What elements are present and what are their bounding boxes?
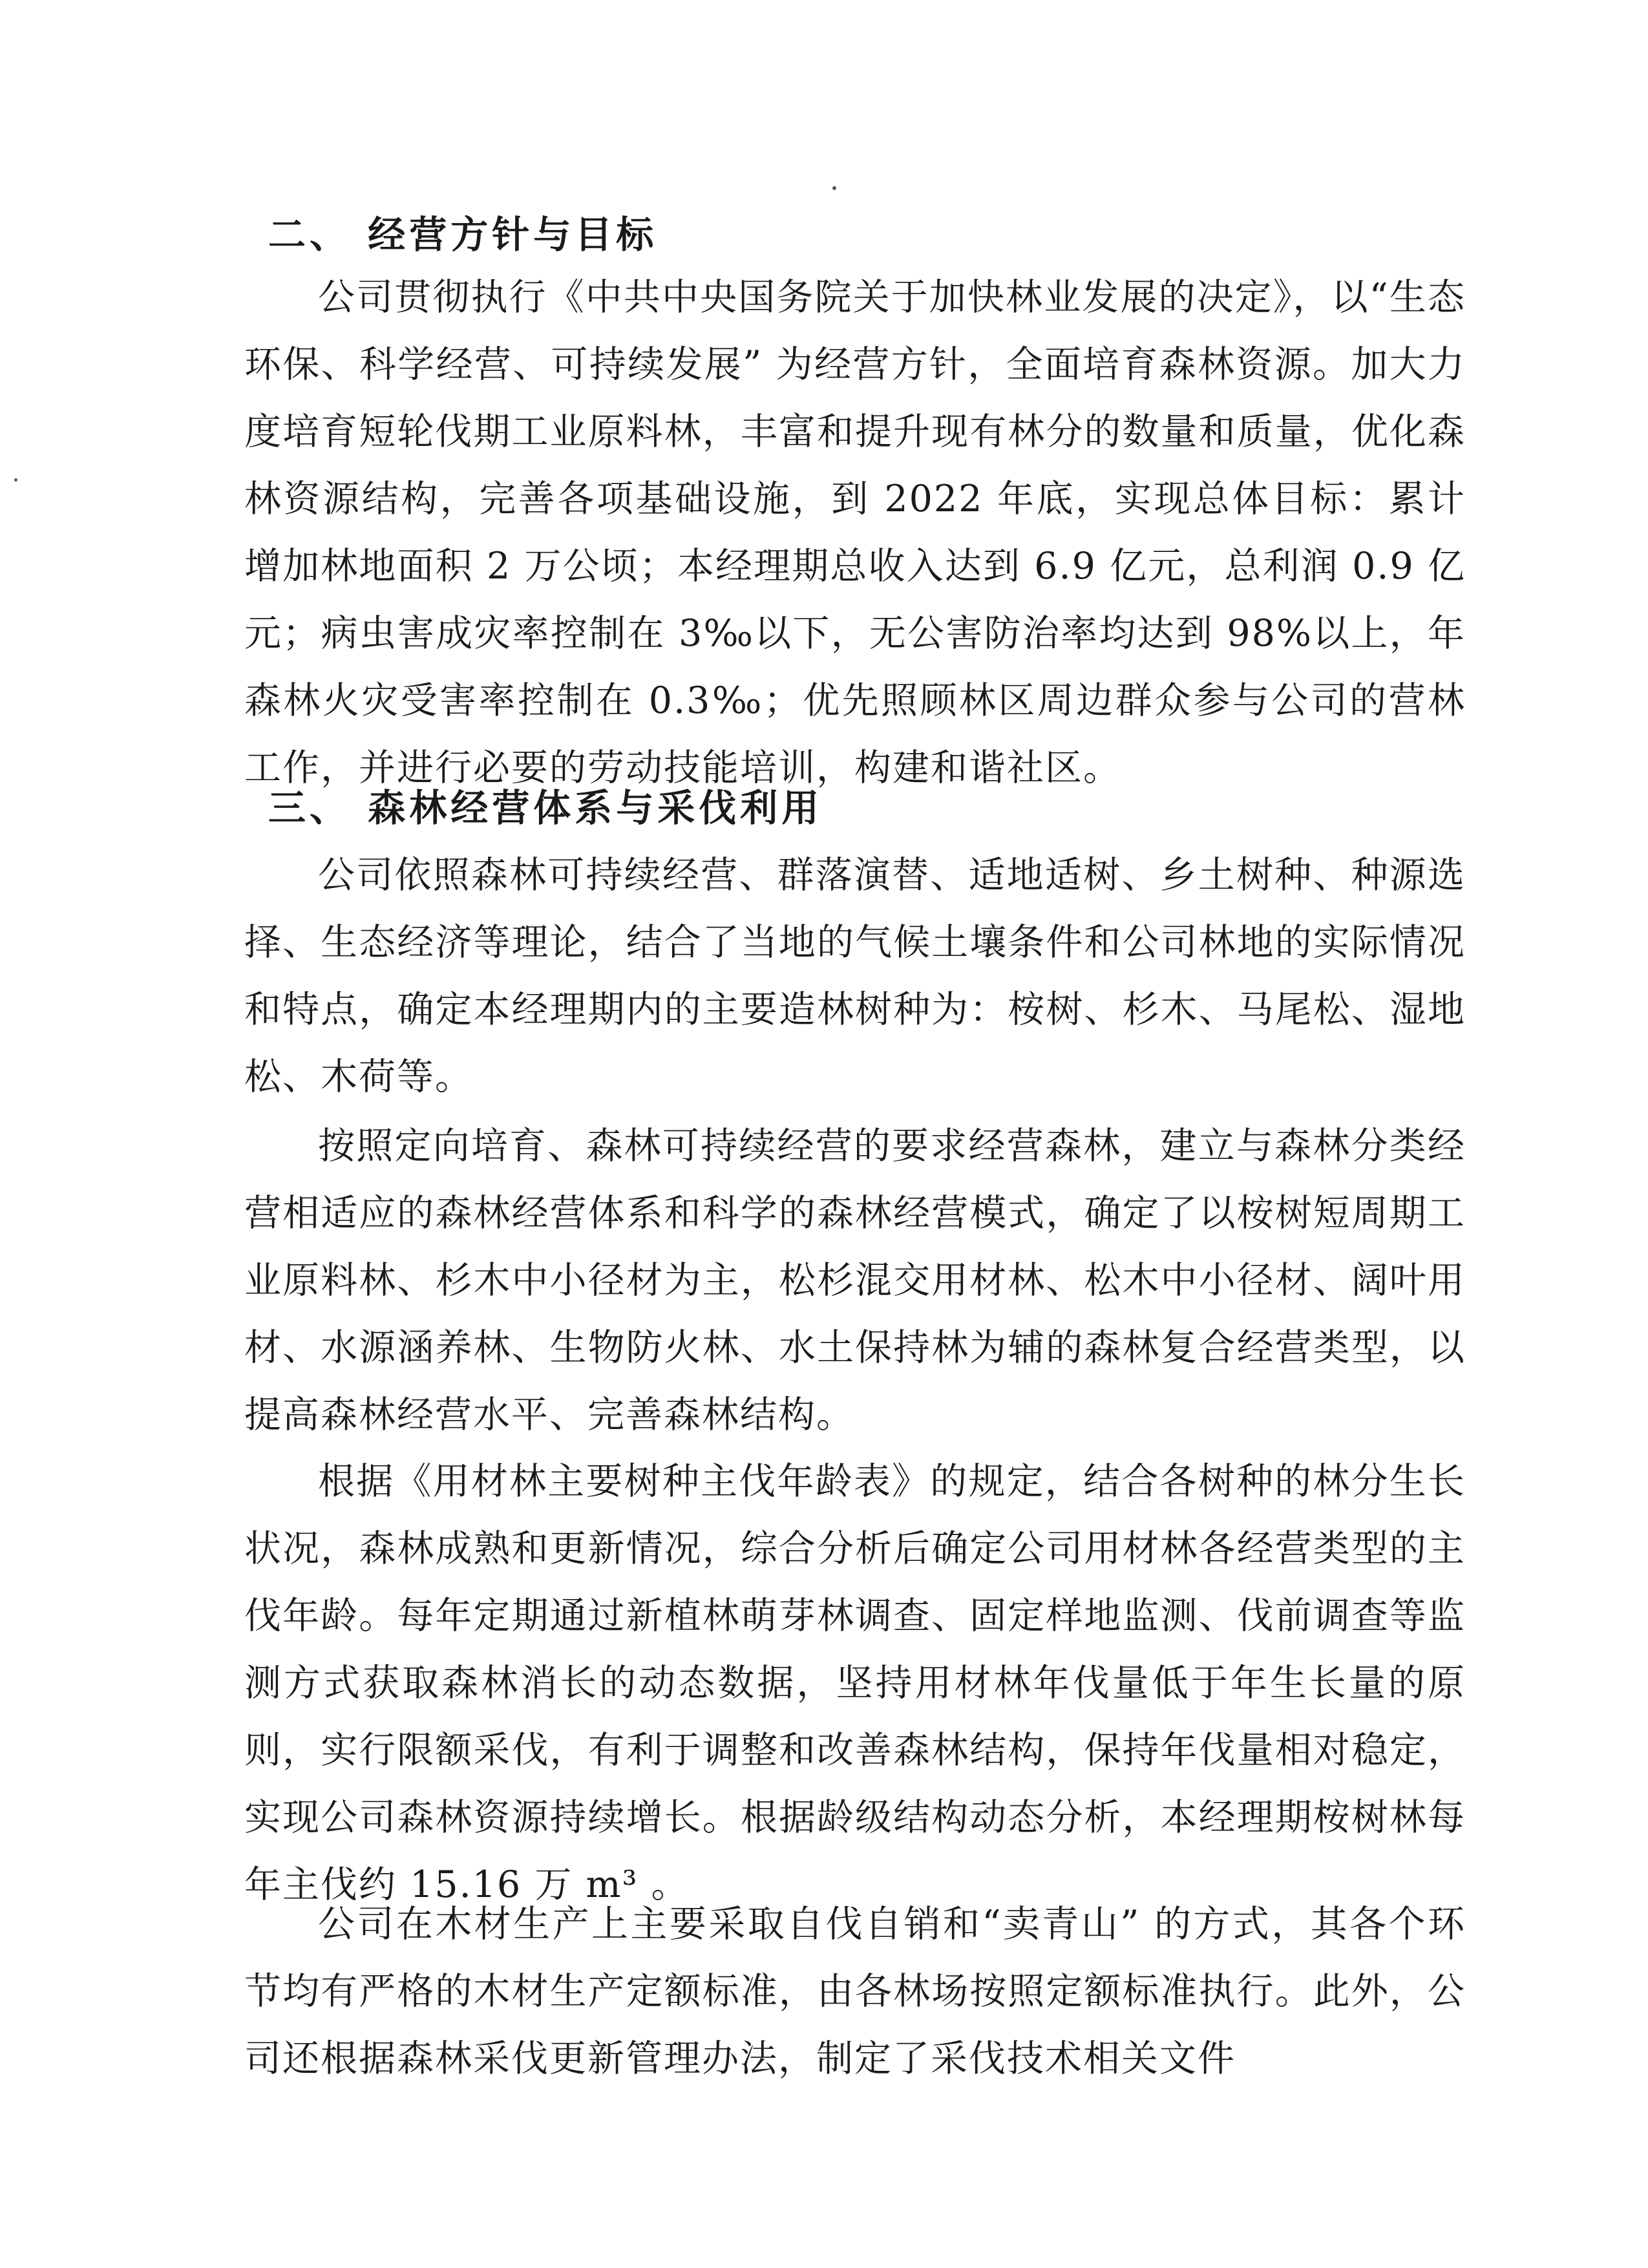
paragraph-management-system: 按照定向培育、森林可持续经营的要求经营森林，建立与森林分类经营相适应的森林经营体系和科学的森林经营模式，确定了以桉树短周期工业原料林、杉木中小径材为主，松杉混交用材林、松木中小径材、阔叶用材、水源涵养林、生物防火林、水土保持林为辅的森林复合经营类型，以提高森林经营水平、完善森林结构。: [244, 1125, 1466, 1436]
scan-speck: [832, 186, 836, 190]
paragraph-goals: 公司贯彻执行《中共中央国务院关于加快林业发展的决定》，以“生态环保、科学经营、可持续发展” 为经营方针，全面培育森林资源。加大力度培育短轮伐期工业原料林，丰富和提升现有林分的数量和质量，优化森林资源结构，完善各项基础设施，到 2022 年底，实现总体目标：累计增加林地面积 2 万公顷；本经理期总收入达到 6.9 亿元，总利润 0.9 亿元；病虫害成灾率控制在 3‰以下，无公害防治率均达到 98%以上，年森林火灾受害率控制在 0.3‰；优先照顾林区周边群众参与公司的营林工作，并进行必要的劳动技能培训，构建和谐社区。: [244, 276, 1466, 789]
paragraph-timber-production: 公司在木材生产上主要采取自伐自销和“卖青山” 的方式，其各个环节均有严格的木材生产定额标准，由各林场按照定额标准执行。此外，公司还根据森林采伐更新管理办法，制定了采伐技术相关文件: [244, 1903, 1466, 2080]
paragraph-harvest-age: 根据《用材林主要树种主伐年龄表》的规定，结合各树种的林分生长状况，森林成熟和更新情况，综合分析后确定公司用材林各经营类型的主伐年龄。每年定期通过新植林萌芽林调查、固定样地监测、伐前调查等监测方式获取森林消长的动态数据，坚持用材林年伐量低于年生长量的原则，实行限额采伐，有利于调整和改善森林结构，保持年伐量相对稳定，实现公司森林资源持续增长。根据龄级结构动态分析，本经理期桉树林每年主伐约 15.16 万 m³ 。: [244, 1460, 1466, 1906]
paragraph-tree-species: 公司依照森林可持续经营、群落演替、适地适树、乡土树种、种源选择、生态经济等理论，结合了当地的气候土壤条件和公司林地的实际情况和特点，确定本经理期内的主要造林树种为：桉树、杉木、马尾松、湿地松、木荷等。: [244, 854, 1466, 1098]
section-heading-3: 三、 森林经营体系与采伐利用: [268, 786, 823, 830]
section-heading-2: 二、 经营方针与目标: [268, 213, 658, 257]
scan-speck: [14, 478, 17, 482]
